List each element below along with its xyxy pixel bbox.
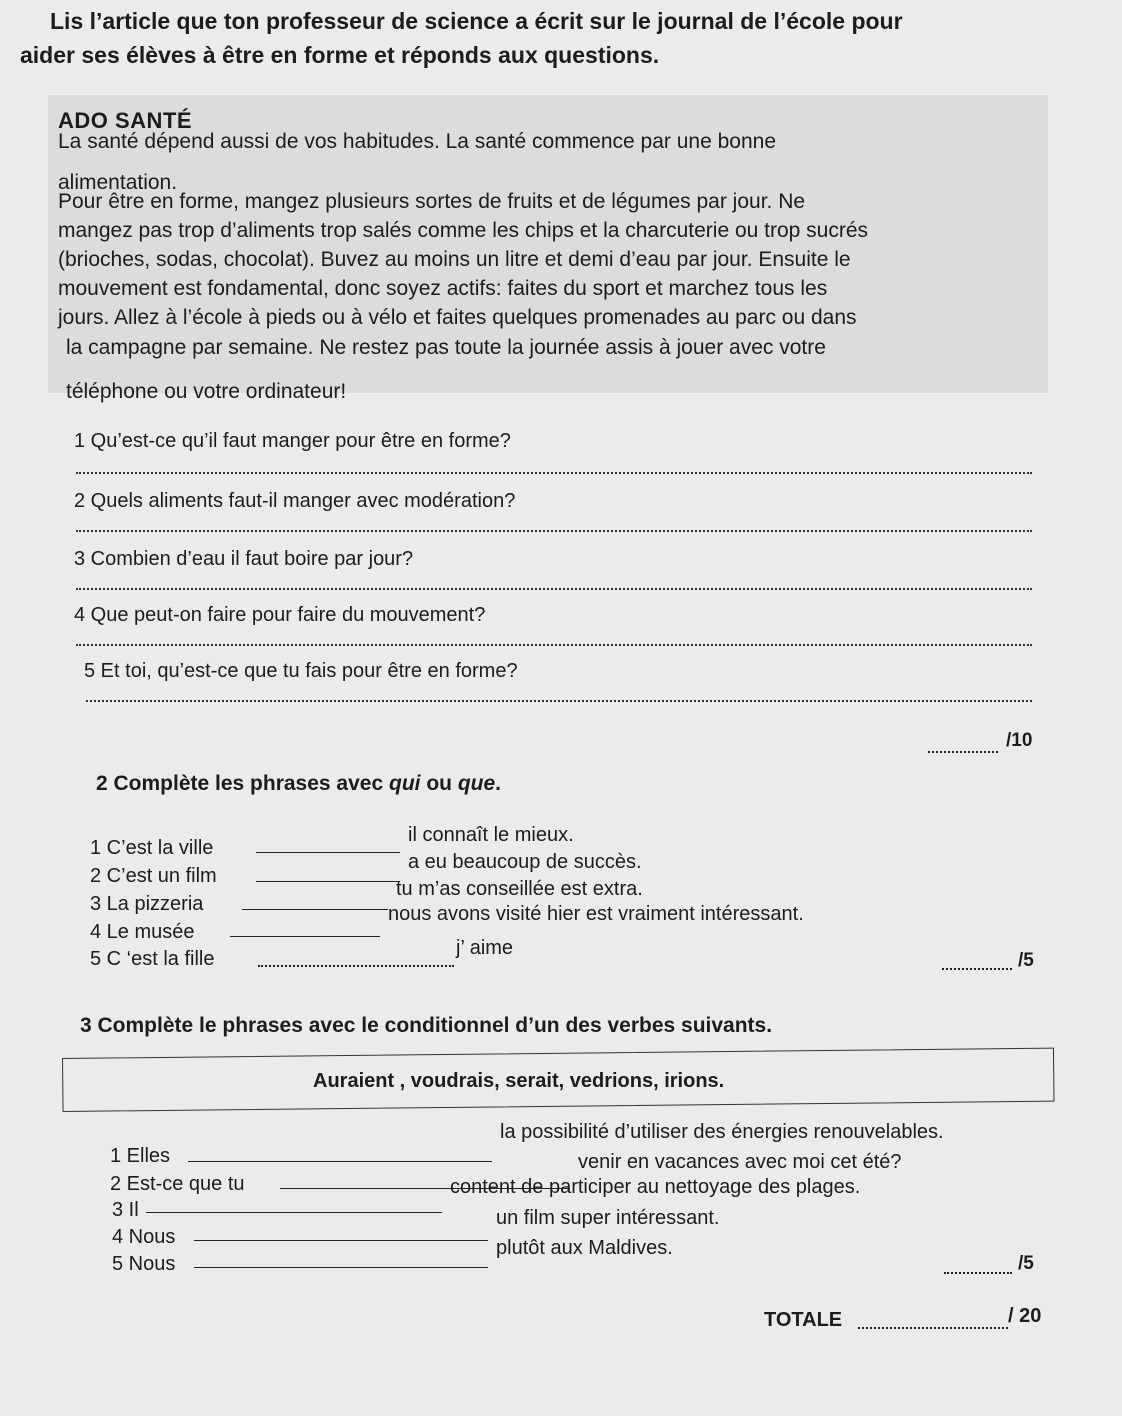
exercise-2-heading-suffix: . xyxy=(495,772,502,795)
question-5: 5 Et toi, qu’est-ce que tu fais pour être en forme? xyxy=(84,660,518,682)
exercise-3-heading: 3 Complète le phrases avec le conditionnel d’un des verbes suivants. xyxy=(80,1014,773,1037)
total-blank[interactable] xyxy=(858,1327,1008,1329)
exercise-2-heading xyxy=(96,772,501,796)
article-line: (brioches, sodas, chocolat). Buvez au moins un litre et demi d’eau par jour. Ensuite le xyxy=(58,248,851,271)
ex3-item-2-end: venir en vacances avec moi cet été? xyxy=(578,1151,902,1173)
article-line: alimentation. xyxy=(58,171,178,194)
ex2-item-1-end: il connaît le mieux. xyxy=(408,824,574,846)
ex3-item-1-end: la possibilité d’utiliser des énergies renouvelables. xyxy=(500,1121,944,1143)
article-line: mangez pas trop d’aliments trop salés comme les chips et la charcuterie ou trop sucrés xyxy=(58,219,869,242)
ex3-item-4-end: un film super intéressant. xyxy=(496,1207,720,1229)
ex2-item-4-start: 4 Le musée xyxy=(90,921,195,943)
article-line: téléphone ou votre ordinateur! xyxy=(66,380,347,403)
ex3-item-5-start: 5 Nous xyxy=(112,1253,176,1275)
article-line: jours. Allez à l’école à pieds ou à vélo et faites quelques promenades au parc ou dans xyxy=(58,306,857,329)
ex2-blank-1[interactable] xyxy=(256,852,400,853)
ex3-blank-1[interactable] xyxy=(188,1161,492,1162)
ex2-item-4-end: nous avons visité hier est vraiment intéressant. xyxy=(388,903,804,925)
score-blank[interactable] xyxy=(928,751,998,753)
ex2-blank-2[interactable] xyxy=(256,881,400,882)
exercise-2-heading-qui: qui xyxy=(389,772,421,795)
answer-line-2[interactable] xyxy=(76,530,1032,532)
exercise-2-heading-ou: ou xyxy=(420,772,458,795)
ex3-item-5-end: plutôt aux Maldives. xyxy=(496,1237,673,1259)
article-line: mouvement est fondamental, donc soyez actifs: faites du sport et marchez tous les xyxy=(58,277,828,300)
article-title: ADO SANTÉ xyxy=(58,108,193,133)
ex2-blank-3[interactable] xyxy=(242,909,388,910)
score-blank[interactable] xyxy=(944,1272,1012,1274)
total-label: TOTALE xyxy=(764,1309,843,1331)
ex2-item-3-end: tu m’as conseillée est extra. xyxy=(396,878,643,900)
ex3-blank-4[interactable] xyxy=(194,1240,488,1241)
score-section-2: /5 xyxy=(1018,950,1034,971)
question-3: 3 Combien d’eau il faut boire par jour? xyxy=(74,548,414,570)
ex3-item-3-start: 3 Il xyxy=(112,1199,139,1221)
exercise-2-heading-prefix: 2 Complète les phrases avec xyxy=(96,772,389,795)
article-line: Pour être en forme, mangez plusieurs sortes de fruits et de légumes par jour. Ne xyxy=(58,190,806,213)
answer-line-1[interactable] xyxy=(76,472,1032,474)
exercise-2-heading-que: que xyxy=(457,772,496,795)
total-score: / 20 xyxy=(1008,1305,1042,1327)
instructions-line-2: aider ses élèves à être en forme et réponds aux questions. xyxy=(20,42,660,68)
ex2-item-5-start: 5 C ‘est la fille xyxy=(90,948,215,970)
answer-line-4[interactable] xyxy=(76,644,1032,646)
score-section-1: /10 xyxy=(1006,730,1033,751)
ex3-blank-3[interactable] xyxy=(146,1212,442,1213)
ex2-item-1-start: 1 C’est la ville xyxy=(90,837,214,859)
ex2-item-2-start: 2 C’est un film xyxy=(90,865,217,887)
question-2: 2 Quels aliments faut-il manger avec modération? xyxy=(74,490,516,512)
score-blank[interactable] xyxy=(942,968,1012,970)
score-section-3: /5 xyxy=(1018,1253,1034,1274)
ex2-item-3-start: 3 La pizzeria xyxy=(90,893,204,915)
answer-line-5[interactable] xyxy=(86,700,1032,702)
question-4: 4 Que peut-on faire pour faire du mouvement? xyxy=(74,604,486,626)
verb-list: Auraient , voudrais, serait, vedrions, irions. xyxy=(313,1070,725,1092)
question-1: 1 Qu’est-ce qu’il faut manger pour être en forme? xyxy=(74,430,511,452)
ex3-item-2-start: 2 Est-ce que tu xyxy=(110,1173,245,1195)
ex3-item-3-end: content de participer au nettoyage des plages. xyxy=(450,1176,861,1198)
ex2-item-2-end: a eu beaucoup de succès. xyxy=(408,851,642,873)
ex2-blank-5[interactable] xyxy=(258,965,454,967)
ex3-item-4-start: 4 Nous xyxy=(112,1226,176,1248)
answer-line-3[interactable] xyxy=(76,588,1032,590)
instructions-line-1: Lis l’article que ton professeur de science a écrit sur le journal de l’école pour xyxy=(50,8,903,34)
article-line: la campagne par semaine. Ne restez pas toute la journée assis à jouer avec votre xyxy=(66,336,826,359)
ex2-item-5-end: j’ aime xyxy=(456,937,514,959)
ex2-blank-4[interactable] xyxy=(230,936,380,937)
ex3-blank-5[interactable] xyxy=(194,1267,488,1268)
article-line: La santé dépend aussi de vos habitudes. La santé commence par une bonne xyxy=(58,130,777,153)
ex3-item-1-start: 1 Elles xyxy=(110,1145,171,1167)
